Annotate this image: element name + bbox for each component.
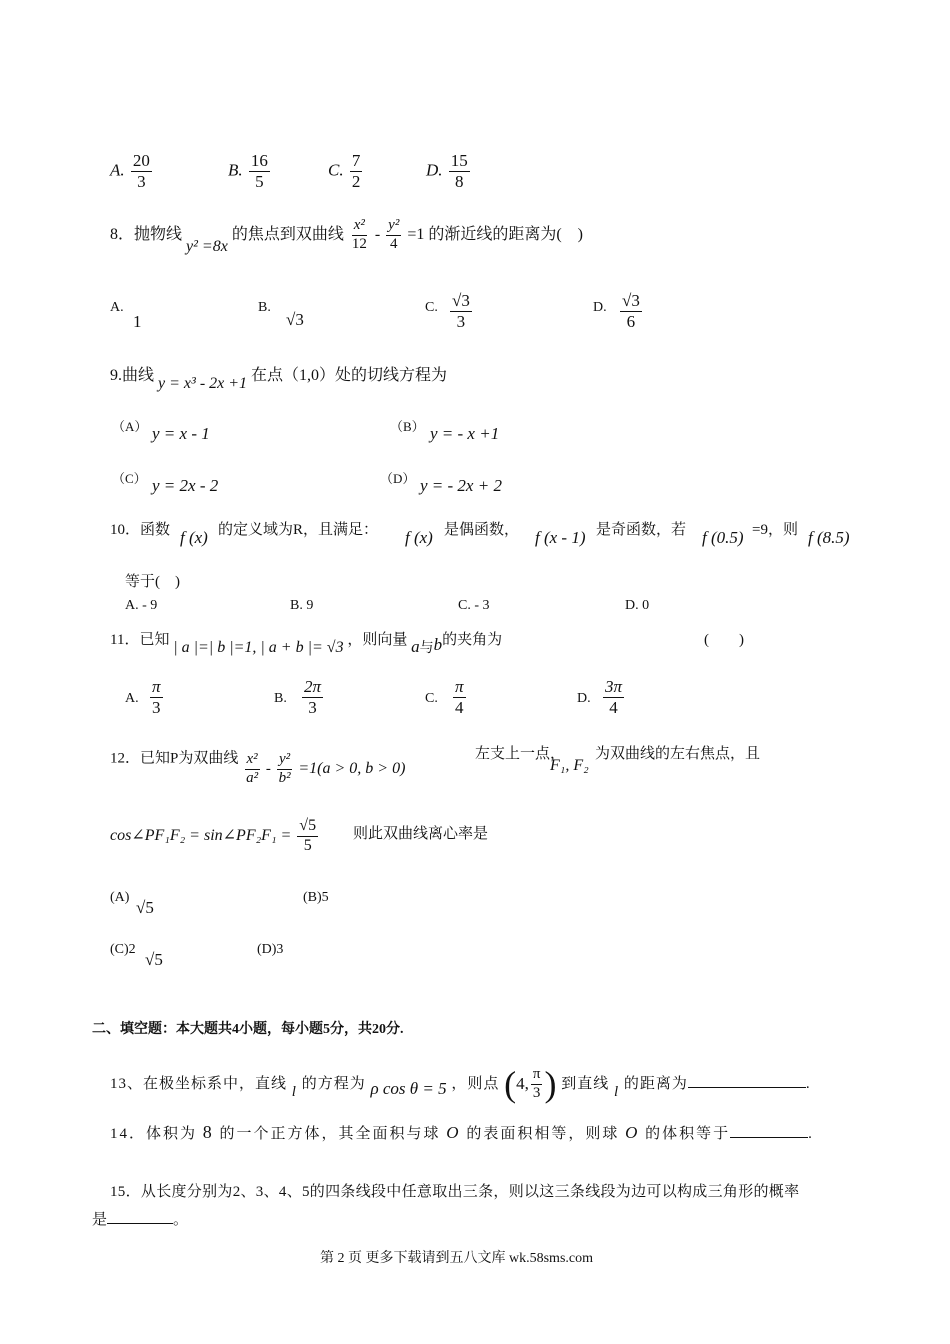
q12-hyp-x: $\frac{\text{x²}}{\text{a²}}$ [246,751,259,786]
q12-option-a-label: (A) [110,890,130,905]
q14-t1: 的一个正方体，其全面积与球 [219,1126,441,1142]
q13-t4: 的距离为 [623,1076,688,1092]
q14-stem [110,1122,814,1143]
q12-t2: 为双曲线的左右焦点，且 [595,746,761,762]
q8-option-d-frac: $\frac{√3}{6}$ [622,291,640,331]
q8-option-c-label: C. [425,300,438,315]
section-2-heading: 二、填空题：本大题共4小题，每小题5分，共20分. [92,1022,404,1037]
q11-option-b [300,678,325,717]
q10-t1: 的定义域为R，且满足： [218,522,379,538]
q12-eq-frac: $\frac{√5}{5}$ [299,817,317,854]
q7-option-a: $\frac{20}{3}$ [132,151,150,191]
q7-option-b-wrap [228,152,272,191]
q12-option-d: (D)3 [257,942,284,957]
q14-t3: 的体积等于 [645,1126,731,1142]
q8-option-a [110,300,124,316]
q12-hyp-y: $\frac{\text{y²}}{\text{b²}}$ [278,751,291,786]
q8-parabola: y² =8x [186,237,228,255]
q11-paren: ( ) [704,632,744,648]
q9-stem [110,362,448,392]
q8-hyp-x: $\frac{\text{x²}}{12}$ [351,217,367,252]
q9-option-b-value: y = - x +1 [430,424,500,443]
q12-t3: 则此双曲线离心率是 [353,826,489,842]
q8-eq: =1 [407,225,425,243]
q11-option-d-frac: $\frac{3\pi}{4}$ [605,677,623,717]
q14-prefix: 14．体积为 [110,1126,198,1142]
q10-option-b: B. 9 [290,598,314,613]
q10-prefix: 10．函数 [110,522,171,538]
q8-prefix: 8．抛物线 [110,225,183,243]
q11-option-a [148,678,165,717]
q8-minus: - [374,225,381,243]
q8-option-d-label: D. [593,300,607,315]
q11-vec-b: b [433,635,443,654]
q10-t3: 是奇函数，若 [596,522,687,538]
q10-f5: f (8.5) [808,528,850,547]
q13-eq: ρ cos θ = 5 [370,1079,447,1098]
q14-t2: 的表面积相等，则球 [466,1126,620,1142]
q12-prefix: 12．已知P为双曲线 [110,750,239,767]
q13-right-paren: ) [544,1064,557,1104]
q7-option-b-label: B. [228,160,243,180]
q11-cond: | a |=| b |=1, | a + b |= √3 [173,639,344,656]
q11-option-c [451,678,468,717]
q11-option-a-frac: $\frac{\pi}{3}$ [152,677,161,717]
q12-cond: =1(a > 0, b > 0) [298,759,406,777]
q14-end: . [808,1126,814,1142]
q7-option-a-label: A. [110,160,125,180]
q11-option-a-label: A. [125,691,139,706]
q9-option-d-value: y = - 2x + 2 [420,476,502,495]
q7-options [110,152,154,191]
q11-option-c-frac: $\frac{\pi}{4}$ [455,677,464,717]
q13-prefix: 13、在极坐标系中，直线 [110,1076,288,1092]
q15-answer-blank[interactable] [107,1223,173,1224]
q11-option-b-frac: $\frac{2\pi}{3}$ [304,677,322,717]
q9-prefix: 9.曲线 [110,367,155,384]
q10-option-d: D. 0 [625,598,650,613]
q7-option-d-wrap [426,152,472,191]
q14-eight: 8 [202,1122,214,1142]
q11-yu: 与 [419,641,434,656]
q12-option-b: (B)5 [303,890,329,905]
q10-option-c: C. - 3 [458,598,490,613]
q9-option-a-label: （A） [112,419,148,434]
q11-mid: ，则向量 [347,632,408,648]
q11-option-d-label: D. [577,691,591,706]
q9-option-c-label: （C） [112,471,147,486]
q13-point-a: 4, [516,1074,529,1093]
q10-f4: f (0.5) [702,528,744,547]
q11-stem [110,628,503,656]
q13-l1: l [291,1084,297,1100]
q13-point-frac: $\frac{\pi}{3}$ [532,1065,541,1101]
q15-line2 [92,1208,188,1229]
page-footer: 第 2 页 更多下载请到五八文库 wk.58sms.com [320,1251,593,1266]
q11-prefix: 11．已知 [110,632,170,648]
q8-option-b-value: √3 [286,310,304,329]
q13-end: . [805,1076,811,1092]
q10-f2: f (x) [405,528,433,547]
q13-point [504,1066,556,1102]
q12-eq-line [110,818,320,855]
q10-option-a: A. - 9 [125,598,158,613]
q10-line2: 等于( ) [125,574,180,590]
q8-option-c-frac: $\frac{√3}{3}$ [452,291,470,331]
q9-curve: y = x³ - 2x +1 [158,375,248,392]
q14-o1: O [446,1123,461,1142]
q9-option-a-value: y = x - 1 [152,424,210,443]
q13-l2: l [613,1084,620,1100]
q8-option-b-label: B. [258,300,271,315]
q13-t2: ，则点 [451,1076,500,1092]
q9-option-d-label: （D） [380,471,416,486]
q7-option-d: $\frac{15}{8}$ [450,151,468,191]
q8-option-d [618,292,644,331]
q7-option-c: $\frac{7}{2}$ [351,151,361,191]
q11-suffix: 的夹角为 [442,632,503,648]
q8-hyp-y: $\frac{\text{y²}}{4}$ [388,217,400,252]
q7-option-c-label: C. [328,160,344,180]
q10-f3: f (x - 1) [535,528,586,547]
q12-minus: - [265,760,271,777]
q10-f1: f (x) [180,528,208,547]
q11-vec-a: a [411,637,420,656]
q15-line1: 15．从长度分别为2、3、4、5的四条线段中任意取出三条，则以这三条线段为边可以构成三角形的概率 [110,1184,800,1200]
q8-option-a-value: 1 [133,312,142,331]
q15-line2-end: 。 [173,1212,189,1228]
q8-mid: 的焦点到双曲线 [231,225,344,243]
q12-option-a-value: √5 [136,898,154,917]
q12-option-c-value: √5 [145,950,163,969]
q11-option-c-label: C. [425,691,438,706]
q12-option-c-label: (C)2 [110,942,136,957]
q13-t1: 的方程为 [301,1076,366,1092]
q10-t2: 是偶函数， [444,522,520,538]
q15-line2-prefix: 是 [92,1212,108,1228]
q9-option-c-value: y = 2x - 2 [152,476,219,495]
q13-t3: 到直线 [561,1076,610,1092]
q10-t4: =9，则 [752,522,798,538]
q11-option-d [601,678,626,717]
q11-option-b-label: B. [274,691,287,706]
q7-option-d-label: D. [426,160,443,180]
q8-option-c [448,292,474,331]
q7-option-c-wrap [328,152,364,191]
q12-t1: 左支上一点， [475,746,566,762]
q8-option-a-label: A. [110,300,124,315]
q12-foci: F₁, F₂ [550,757,589,774]
q14-o2: O [625,1123,640,1142]
q14-answer-blank[interactable] [730,1137,808,1138]
q13-stem [110,1058,811,1104]
q12-eq: cos∠PF₁F₂ = sin∠PF₂F₁ = [110,826,292,844]
q13-answer-blank[interactable] [688,1087,806,1088]
q12-stem [110,742,406,786]
q7-option-b: $\frac{16}{5}$ [250,151,268,191]
q9-option-b-label: （B） [390,419,425,434]
q13-left-paren: ( [504,1064,517,1104]
q9-suffix: 在点（1,0）处的切线方程为 [251,367,448,384]
q8-suffix: 的渐近线的距离为( ) [428,225,584,243]
q8-stem [110,218,583,253]
